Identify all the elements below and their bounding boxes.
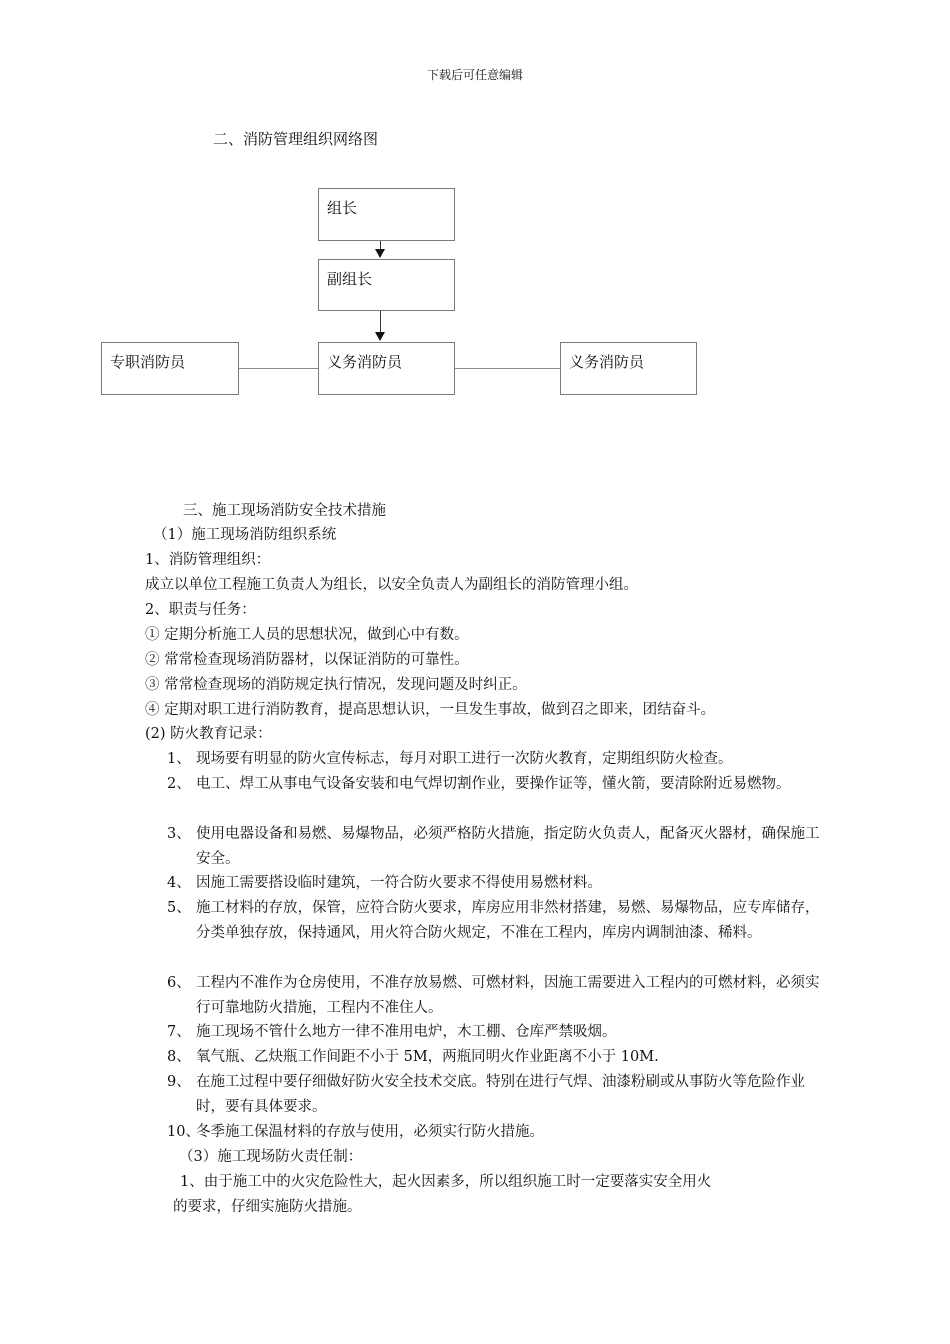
record-number: 1、 [167, 751, 191, 767]
record-text: 施工现场不管什么地方一律不准用电炉，木工棚、仓库严禁吸烟。 [196, 1024, 617, 1040]
record-item [167, 1120, 827, 1145]
record-number: 3、 [167, 826, 191, 842]
paragraph-3-line-1: 1、由于施工中的火灾危险性大，起火因素多，所以组织施工时一定要落实安全用火 [180, 1174, 712, 1190]
connector-left-center [239, 368, 318, 369]
duty-item: ① 定期分析施工人员的思想状况，做到心中有数。 [145, 627, 469, 643]
org-box-left-label: 专职消防员 [110, 353, 186, 371]
record-number: 6、 [167, 975, 191, 991]
org-box-right-label: 义务消防员 [569, 353, 645, 371]
record-text: 氧气瓶、乙炔瓶工作间距不小于 5M，两瓶同明火作业距离不小于 10M. [196, 1049, 659, 1065]
record-item [167, 1070, 827, 1120]
section-3-title: 三、施工现场消防安全技术措施 [183, 503, 386, 519]
record-item [167, 747, 827, 772]
subsection-2-title: (2) 防火教育记录： [145, 726, 272, 742]
arrow-down-icon [375, 332, 385, 341]
connector-deputy-center [380, 311, 381, 333]
connector-center-right [455, 368, 560, 369]
record-item [167, 871, 827, 896]
record-text: 因施工需要搭设临时建筑，一符合防火要求不得使用易燃材料。 [196, 875, 602, 891]
record-item [167, 1020, 827, 1045]
org-box-leader [318, 188, 455, 241]
arrow-down-icon [375, 249, 385, 258]
record-item [167, 971, 827, 1021]
subsection-3-title: （3）施工现场防火责任制： [179, 1149, 363, 1165]
record-number: 5、 [167, 900, 191, 916]
record-number: 8、 [167, 1049, 191, 1065]
paragraph-2-heading: 2、职责与任务： [145, 602, 256, 618]
record-number: 9、 [167, 1074, 191, 1090]
subsection-1-title: （1）施工现场消防组织系统 [153, 527, 337, 543]
record-text: 冬季施工保温材料的存放与使用，必须实行防火措施。 [196, 1124, 544, 1140]
duty-item: ② 常常检查现场消防器材，以保证消防的可靠性。 [145, 652, 469, 668]
record-text: 电工、焊工从事电气设备安装和电气焊切割作业，要操作证等，懂火箭，要清除附近易燃物。 [196, 776, 791, 792]
paragraph-1-body: 成立以单位工程施工负责人为组长，以安全负责人为副组长的消防管理小组。 [145, 577, 638, 593]
record-text: 在施工过程中要仔细做好防火安全技术交底。特别在进行气焊、油漆粉刷或从事防火等危险作业时，要有具体要求。 [196, 1074, 805, 1115]
org-box-center [318, 342, 455, 395]
paragraph-1-heading: 1、消防管理组织： [145, 552, 271, 568]
record-text: 施工材料的存放，保管，应符合防火要求，库房应用非然材搭建，易燃、易爆物品，应专库储存，分类单独存放，保持通风，用火符合防火规定，不准在工程内，库房内调制油漆、稀料。 [196, 900, 820, 941]
duty-item: ④ 定期对职工进行消防教育，提高思想认识，一旦发生事故，做到召之即来，团结奋斗。 [145, 702, 716, 718]
header-note: 下载后可任意编辑 [426, 68, 523, 82]
section-2-title: 二、消防管理组织网络图 [213, 130, 379, 148]
org-box-right [560, 342, 697, 395]
org-box-deputy-label: 副组长 [327, 270, 373, 288]
paragraph-3-line-2: 的要求，仔细实施防火措施。 [173, 1199, 362, 1215]
record-text: 使用电器设备和易燃、易爆物品，必须严格防火措施，指定防火负责人，配备灭火器材，确保施工安全。 [196, 826, 820, 867]
record-number: 10、 [167, 1124, 200, 1140]
record-number: 4、 [167, 875, 191, 891]
org-box-center-label: 义务消防员 [327, 353, 403, 371]
record-text: 现场要有明显的防火宣传标志，每月对职工进行一次防火教育，定期组织防火检查。 [196, 751, 733, 767]
record-number: 2、 [167, 776, 191, 792]
record-text: 工程内不准作为仓房使用，不准存放易燃、可燃材料，因施工需要进入工程内的可燃材料，必须实行可靠地防火措施，工程内不准住人。 [196, 975, 820, 1016]
record-number: 7、 [167, 1024, 191, 1040]
org-box-leader-label: 组长 [327, 199, 358, 217]
org-box-deputy [318, 259, 455, 311]
record-item [167, 1045, 827, 1070]
record-item [167, 772, 827, 797]
org-box-left [101, 342, 239, 395]
duty-item: ③ 常常检查现场的消防规定执行情况，发现问题及时纠正。 [145, 677, 527, 693]
record-item [167, 822, 827, 872]
record-item [167, 896, 827, 946]
